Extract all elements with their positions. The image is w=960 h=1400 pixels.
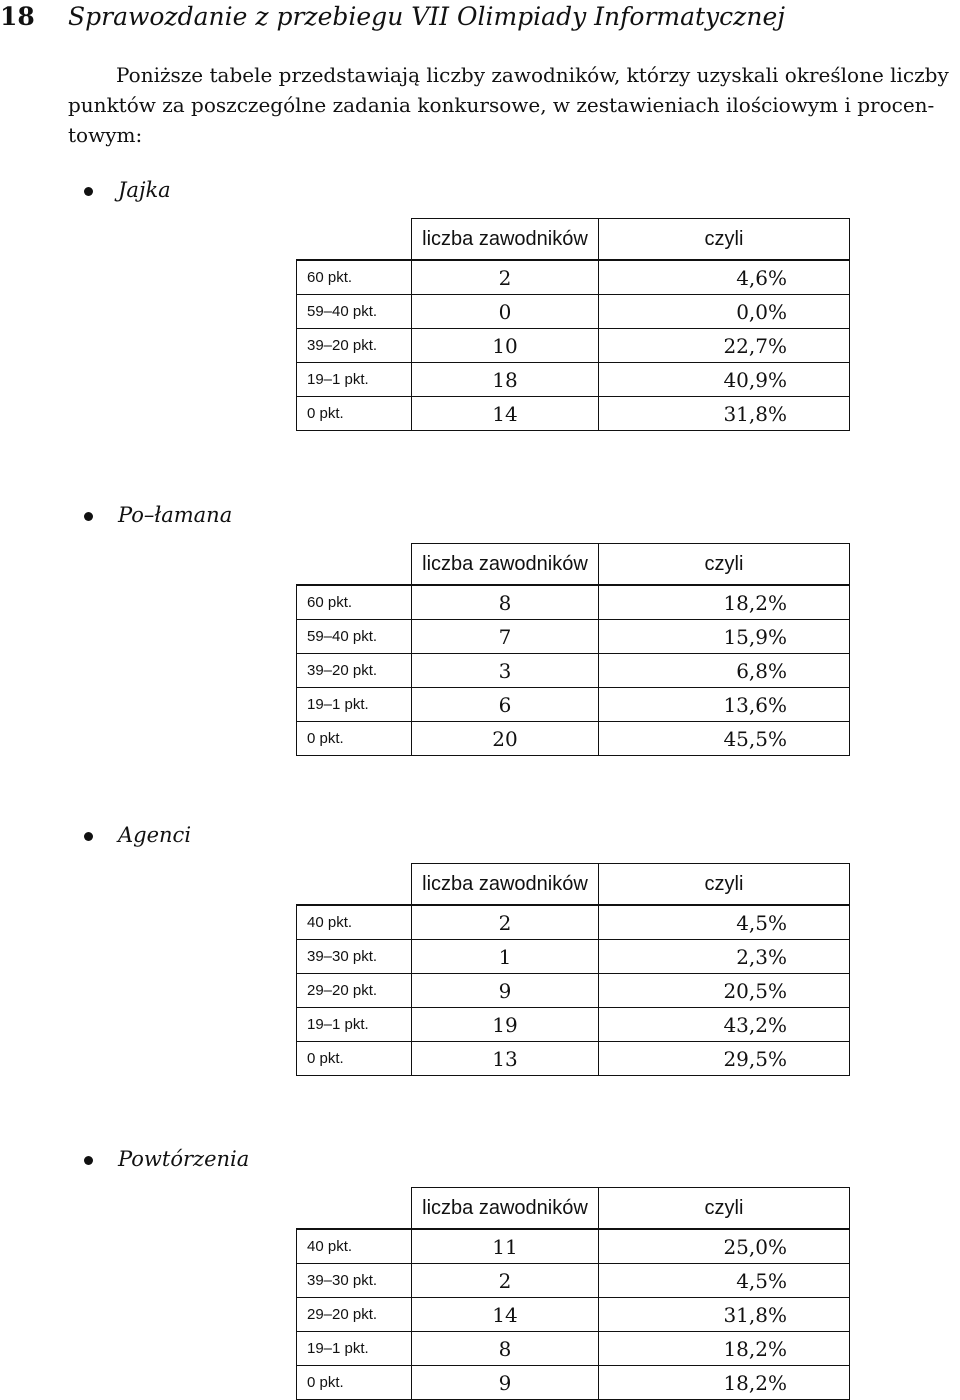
percentage: 0,0% [599, 295, 850, 329]
table-row [297, 397, 850, 431]
score-range: 39–20 pkt. [297, 329, 412, 363]
score-range: 59–40 pkt. [297, 620, 412, 654]
participant-count: 8 [412, 1332, 599, 1366]
participant-count: 14 [412, 397, 599, 431]
score-range: 39–30 pkt. [297, 1264, 412, 1298]
participant-count: 11 [412, 1229, 599, 1264]
score-range: 0 pkt. [297, 1366, 412, 1400]
table-row [297, 974, 850, 1008]
header-count: liczba zawodników [412, 219, 599, 261]
header-percent: czyli [599, 544, 850, 586]
participant-count: 1 [412, 940, 599, 974]
participant-count: 2 [412, 1264, 599, 1298]
page-header [0, 0, 960, 40]
table-row [297, 329, 850, 363]
participant-count: 0 [412, 295, 599, 329]
bullet-icon [84, 1156, 93, 1165]
percentage: 2,3% [599, 940, 850, 974]
table-row [297, 905, 850, 940]
table-row [297, 1008, 850, 1042]
score-range: 40 pkt. [297, 905, 412, 940]
percentage: 4,5% [599, 1264, 850, 1298]
task-name: Po–łamana [118, 503, 233, 527]
table-row [297, 1042, 850, 1076]
participant-count: 18 [412, 363, 599, 397]
percentage: 15,9% [599, 620, 850, 654]
percentage: 31,8% [599, 397, 850, 431]
percentage: 4,5% [599, 905, 850, 940]
table-row [297, 654, 850, 688]
page-number: 18 [0, 2, 35, 31]
participant-count: 9 [412, 1366, 599, 1400]
table-row [297, 722, 850, 756]
header-count: liczba zawodników [412, 544, 599, 586]
header-count: liczba zawodników [412, 1188, 599, 1230]
percentage: 31,8% [599, 1298, 850, 1332]
score-range: 19–1 pkt. [297, 363, 412, 397]
table-row [297, 688, 850, 722]
task-name: Jajka [118, 178, 171, 202]
table-row [297, 585, 850, 620]
score-range: 29–20 pkt. [297, 974, 412, 1008]
header-percent: czyli [599, 219, 850, 261]
score-range: 39–20 pkt. [297, 654, 412, 688]
percentage: 45,5% [599, 722, 850, 756]
percentage: 29,5% [599, 1042, 850, 1076]
percentage: 20,5% [599, 974, 850, 1008]
table-row [297, 1298, 850, 1332]
bullet-icon [84, 187, 93, 196]
table-header-row [297, 219, 850, 261]
header-empty-cell [297, 219, 412, 261]
header-empty-cell [297, 1188, 412, 1230]
intro-line-1: Poniższe tabele przedstawiają liczby zawodników, którzy uzyskali określone liczby [116, 63, 949, 87]
table-row [297, 295, 850, 329]
score-range: 19–1 pkt. [297, 1332, 412, 1366]
percentage: 18,2% [599, 585, 850, 620]
table-header-row [297, 864, 850, 906]
score-range: 60 pkt. [297, 260, 412, 295]
header-empty-cell [297, 864, 412, 906]
participant-count: 7 [412, 620, 599, 654]
score-range: 0 pkt. [297, 397, 412, 431]
percentage: 40,9% [599, 363, 850, 397]
participant-count: 8 [412, 585, 599, 620]
results-table [296, 218, 850, 431]
task-name: Agenci [118, 823, 192, 847]
table-row [297, 363, 850, 397]
table-row [297, 260, 850, 295]
table-row [297, 940, 850, 974]
participant-count: 6 [412, 688, 599, 722]
header-empty-cell [297, 544, 412, 586]
percentage: 18,2% [599, 1366, 850, 1400]
task-name: Powtórzenia [118, 1147, 250, 1171]
percentage: 25,0% [599, 1229, 850, 1264]
participant-count: 14 [412, 1298, 599, 1332]
score-range: 39–30 pkt. [297, 940, 412, 974]
intro-line-2: punktów za poszczególne zadania konkursowe, w zestawieniach ilościowym i procen- [68, 93, 935, 117]
intro-line-3: towym: [68, 123, 143, 147]
participant-count: 20 [412, 722, 599, 756]
percentage: 6,8% [599, 654, 850, 688]
percentage: 4,6% [599, 260, 850, 295]
percentage: 13,6% [599, 688, 850, 722]
bullet-icon [84, 832, 93, 841]
score-range: 0 pkt. [297, 1042, 412, 1076]
score-range: 19–1 pkt. [297, 1008, 412, 1042]
percentage: 22,7% [599, 329, 850, 363]
percentage: 18,2% [599, 1332, 850, 1366]
running-title: Sprawozdanie z przebiegu VII Olimpiady Informatycznej [68, 2, 785, 31]
header-count: liczba zawodników [412, 864, 599, 906]
participant-count: 3 [412, 654, 599, 688]
table-header-row [297, 1188, 850, 1230]
intro-paragraph [68, 60, 952, 150]
score-range: 60 pkt. [297, 585, 412, 620]
participant-count: 19 [412, 1008, 599, 1042]
participant-count: 9 [412, 974, 599, 1008]
header-percent: czyli [599, 864, 850, 906]
percentage: 43,2% [599, 1008, 850, 1042]
table-row [297, 1366, 850, 1400]
score-range: 0 pkt. [297, 722, 412, 756]
score-range: 40 pkt. [297, 1229, 412, 1264]
results-table [296, 863, 850, 1076]
results-table [296, 1187, 850, 1400]
score-range: 29–20 pkt. [297, 1298, 412, 1332]
table-row [297, 1264, 850, 1298]
bullet-icon [84, 512, 93, 521]
participant-count: 2 [412, 260, 599, 295]
table-row [297, 1229, 850, 1264]
results-table [296, 543, 850, 756]
header-percent: czyli [599, 1188, 850, 1230]
participant-count: 13 [412, 1042, 599, 1076]
table-row [297, 620, 850, 654]
table-header-row [297, 544, 850, 586]
score-range: 19–1 pkt. [297, 688, 412, 722]
score-range: 59–40 pkt. [297, 295, 412, 329]
participant-count: 10 [412, 329, 599, 363]
participant-count: 2 [412, 905, 599, 940]
table-row [297, 1332, 850, 1366]
